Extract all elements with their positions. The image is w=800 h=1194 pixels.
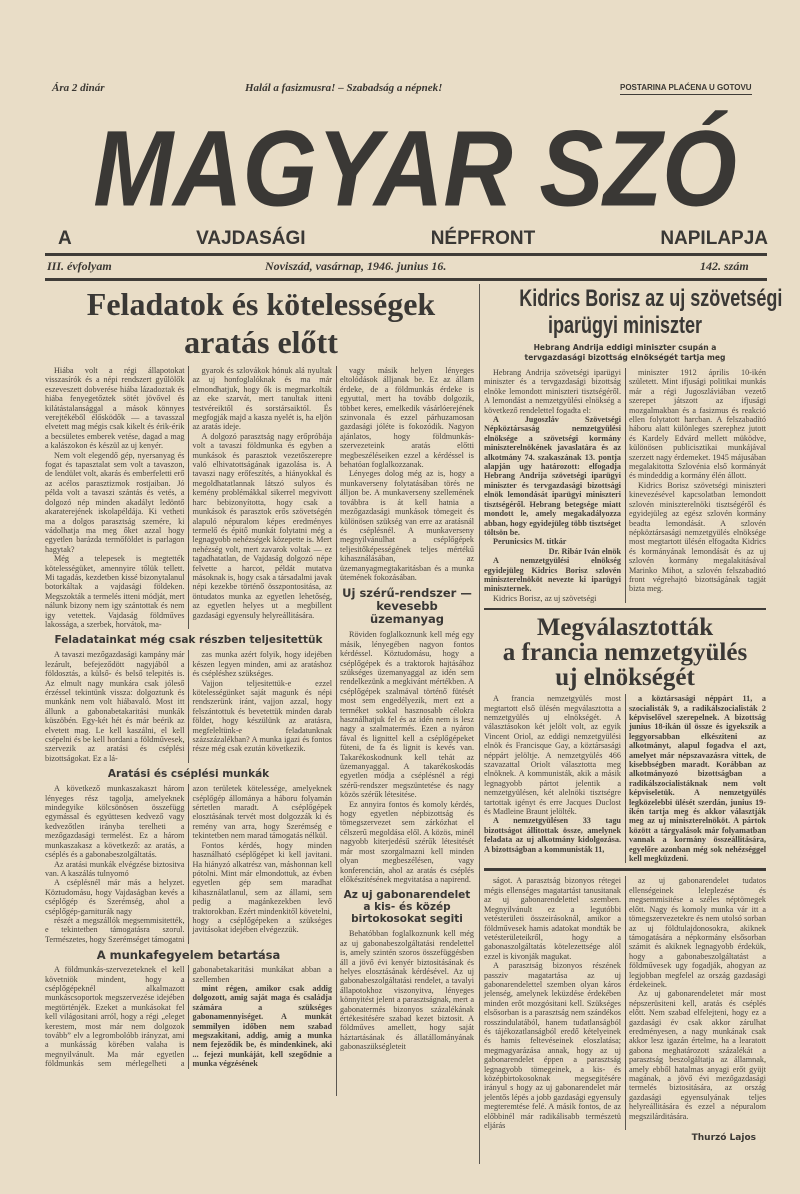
- paragraph: Vajjon teljesitettük-e ezzel kötelességünket saját magunk és népi rendszerünk iránt, vajjon azzal, hogy felszántottuk és bevetettük minden darab földet, hogy készülünk az aratásra, megfeleltünk-e feladatunknak százszázalékban? A munka igazi és fontos része még csak ezután következik.: [192, 678, 332, 754]
- continuation-body: [484, 876, 766, 1130]
- paragraph: Fontos kérdés, hogy minden használható cséplőgépet ki kell javitani. Ha hiányzó alkatrész van, máshonnan kell pótolni. Mint már elmondottuk, az évben egyetlen gép sem maradhat kihasználatlanul, sem az állami, sem pedig a magánkezekben levő traktorokban. Ezért mindenkitől követelni, hogy a cséplőgépeken a szükséges javitásokat idejében elvégezzük.: [192, 840, 332, 935]
- section-heading-aratasi: Aratási és cséplési munkák: [107, 768, 270, 781]
- signature-secretary: Perunicsics M. titkár: [493, 537, 567, 547]
- paragraph: A parasztság bizonyos részének passziv magatartása az uj gabonarendelettel szemben olyan káros jelenség, amelynek leküzdése érdekében minden erőt mozgósitani kell. Szükséges elsősorban is a parasztság nem szándékos rosszindulatából, hanem tudatlanságból és tájékozatlanságból eredő kételyeinek és hamis feltevéseinek eloszlatása; megmagyarázása annak, hogy az uj gabonarendelet éppen a parasztság legnagyobb tömegeinek, a kis- és középbirtokosoknak megsegitésére irányul s hogy az uj gabonarendelet már jelentős lépés a jobb gazdasági egyensuly megteremtése felé. A másik fontos, de az előbbinél már radikálisabb természetü eljárás: [484, 961, 621, 1131]
- section-aratasi-body: [45, 784, 332, 944]
- france-headline-line2: a francia nemzetgyülés: [502, 639, 748, 667]
- issue-number: 142. szám: [700, 259, 749, 273]
- section-heading-munkafegyelem: A munkafegyelem betartása: [96, 948, 281, 963]
- heading-line: birtokosokat segiti: [351, 913, 463, 926]
- section-heading-szeru: [340, 587, 474, 626]
- main-article-col3: [340, 366, 474, 582]
- france-body: [484, 694, 766, 863]
- paragraph: gyarok és szlovákok hónuk alá nyultak az uj honfoglalóknak és ma már elmondhatjuk, hogy ők is megmarkolták az eke szarvát, mert tanultak itteni testvéreiktől és sorstársaiktól. És megfogják majd a kasza nyelét is, ha eljön az aratás ideje.: [192, 366, 332, 432]
- paragraph: Kidrics Borisz szövetségi miniszteri kinevezésével kapcsolatban lemondott szlovén miniszterelnöki tisztségéről és egyidejüleg az egész szlovén kormány beadta lemondását. A szlovén népköztársasági nemzetgyülés elnöksége most megtartott ülésén elfogadta Kidrics és kormányának lemondását és az uj szlovén kormány megalakitásával Marinko Mihot, a szlovén felszabaditó front végrehajtó bizottságának tagját bizta meg.: [629, 480, 766, 594]
- paragraph: A földmunkás-szervezeteknek el kell követniök mindent, hogy a cséplőgépeknél alkalmazott munkáscsoportok megszervezése idejében megtörténjék. Ezeket a munkásokat fel kell világositani arról, hogy a régi „eleget kerestem, most már nem dolgozok tovább” elv a legrombolóbb irányzat, ami a munkásság körében valaha is megnyilvánult. Ma már egyetlen földmunkás sem mérlegelheti a gabonabetakaritási munkákat abban a szellemben: [45, 965, 332, 1069]
- section-munkafegyelem-body: [45, 965, 332, 1068]
- volume: III. évfolyam: [47, 259, 112, 273]
- third-column: [340, 366, 474, 1052]
- paragraph: A nemzetgyülési elnökség egyidejüleg Kidrics Borisz szlovén miniszterelnököt nevezte ki iparügyi miniszternek.: [484, 556, 621, 594]
- paragraph: Még a telepesek is megtették kötelességüket, amennyire tőlük tellett. Mi tagadás, kezdetben kissé bizonytalanul botorkáltak a vajdasági földeken. Megszokták a termelés itteni módját, mert nálunk bizony nem igy szántottak és nem igy vetettek. Vajdaság földműves lakossága, a szerbek, horvátok, ma-: [45, 554, 185, 629]
- divider: [45, 253, 767, 256]
- author-signature: Thurzó Lajos: [691, 1133, 756, 1144]
- signature-president: Dr. Ribár Iván elnök: [548, 546, 621, 556]
- masthead-subtitle: A VAJDASÁGI NÉPFRONT NAPILAPJA: [58, 228, 768, 249]
- paragraph: A nemzetgyülésen 33 tagu bizottságot állitottak össze, amelynek feladata az uj alkotmány kidolgozása. A bizottságban a kommunisták 11,: [484, 816, 621, 854]
- paragraph: részét a megszállók megsemmisitették, e tekintetben támogatásra szorul. Természetes, hogy Szerémséget támogatni azon területek kötelessége, amelyeknek cséplőgép állománya a háboru folyamán sértetlen maradt. A cséplőgépek elosztásának tervét most dolgozzák ki és remény van arra, hogy Szerémség e tekintetben nem marad támogatás nélkül.: [45, 784, 332, 944]
- section-heading-feladatainkat: Feladatainkat még csak részben teljesitettük: [54, 634, 323, 647]
- paragraph: Az aratási munkák elvégzése biztositva van. A kaszálás tulnyomó: [45, 859, 185, 878]
- section-gabona-body: [340, 929, 474, 1051]
- paragraph: zas munka azért folyik, hogy idejében készen legyen minden, ami az aratáshoz és csépléshez szükséges.: [192, 650, 332, 679]
- divider: [484, 608, 766, 610]
- right-columns: [484, 285, 783, 1144]
- section-feladatainkat-body: [45, 650, 332, 763]
- column-divider: [479, 284, 480, 1164]
- price: Ára 2 dinár: [52, 82, 105, 94]
- paragraph: Kidrics Borisz, az uj szövetségi: [493, 593, 597, 603]
- kidrics-headline-line1: Kidrics Borisz az uj szövetségi: [519, 285, 783, 312]
- dateline: Noviszád, vasárnap, 1946. junius 16.: [265, 259, 447, 273]
- paragraph: Hebrang Andrija szövetségi iparügyi miniszter és a tervgazdasági bizottság elnöke lemondott miniszteri tisztségéről. A lemondást a nemzetgyülési elnökség a következő rendelettel fogadta el:: [484, 368, 621, 415]
- kidrics-body: [484, 368, 766, 603]
- divider: [45, 278, 767, 281]
- main-headline-line2: aratás előtt: [184, 324, 338, 360]
- paragraph: a köztársasági néppárt 11, a szocialisták 9, a radikálszocialisták 2 képviselővel szerepelnek. A bizottság junius 18-ikán ül össze és igyekszik a leggyorsabban elkésziteni az alkotmányt, alapul fogadva el azt, amelyet már népszavazásra vittek, de kisebbségben maradt. Korábban az alkotmányozó bizottságban a radikálszocialistáknak nem volt képviseletük. A nemzetgyülés legközelebbi ülését szerdán, junius 19-ikén tartja meg és akkor választják meg az uj miniszterelnököt. A pártok között a tárgyalások már folyamatban vannak a kormány összeállitására, egyelőre azonban még sok nehézséggel kell megküzdeni.: [629, 694, 766, 864]
- paragraph: mint régen, amikor csak addig dolgozott, amig saját maga és családja számára a szükséges gabonamennyiséget. A munkát semmilyen időben nem szabad megszakitani, addig, amig a munka nem fejeződik be, és mindenkinek, aki ... fejezi munkáját, kell szegődnie a munka végzésének: [192, 983, 332, 1069]
- paragraph: A következő munkaszakaszt három lényeges rész tagolja, amelyeknek mindegyike kölcsönösen összefügg egymással és együttesen kedvező vagy kedvezőtlen irányba terelheti a mezőgazdasági termelést. Ez a három munkaszakasz a következő: az aratás, a cséplés és a gabonabeszolgáltatás.: [45, 784, 185, 860]
- section-heading-gabona: [340, 889, 474, 925]
- heading-line: kevesebb üzemanyag: [369, 599, 445, 627]
- postage-note: POSTARINA PLAĆENA U GOTOVU: [620, 83, 752, 95]
- paragraph: A dolgozó parasztság nagy erőpróbája volt a tavaszi földmunka és egyben a munkások és parasztok vezetőszerepre való elhivatottságának igazolása is. A tavaszi nagy erőfeszítés, a hiányokkal és megoldhatatlannak látszó sulyos és kemény problémákkal sikerrel megvivott harc bebizonyította, hogy csak a munkások és parasztok erős szövetségén alapuló népuralom képes eredményes termelő és épitő munkát folytatni még a legnagyobb nehézségek közepette is. Mert nehézség volt, mert zavarok voltak — ez tagadhatatlan, de Vajdaság dolgozó népe felvette a harcot, példát mutatva másoknak is, hogy csak a társadalmi javak népi kezekbe történő összpontositása, az öntudatos munka az egyetlen lehetőség, az egyetlen helyes ut a megbillent gazdasági egyensuly helyreállitására.: [192, 431, 332, 620]
- france-headline-line1: Megválasztották: [536, 614, 714, 642]
- main-headline-line1: Feladatok és kötelességek: [86, 286, 436, 322]
- paragraph: az uj gabonarendelet tudatos ellenségeinek leleplezése és megsemmisitése a széles néptömegek előtt. Nagy és komoly munka vár itt a tömegszervezetekre és nem utolsó sorban az uj földtulajdonosokra, akiknek támogatására a népkormány elsősorban számit és akiknek legnagyobb érdekük, hogy a gabonabeszolgáltatást a földművesek ugy fogadják, ahogyan az legjobban megfelel az ország gazdasági érdekeinek.: [629, 876, 766, 989]
- slogan: Halál a fasizmusra! – Szabadság a népnek!: [245, 82, 443, 94]
- paragraph: Röviden foglalkoznunk kell még egy másik, lényegében nagyon fontos kérdéssel. Köztudomásu, hogy a cséplőgépek és a traktorok hajtásához szükséges üzemanyaggal az idén sem rendelkezünk a megkivánt mértékben. A cséplőgépek szalmával történő fütését most sem engedélyezik, mert ezt a terméket sokkal hasznosabb célokra használhatjuk fel és az idén nem is lesz nagy a szalmatermés. Ezen a nyáron fával és lignittel kell a cséplőgépeket füteni, de fa és lignit is kevés van. Takarékoskodnunk kell tehát az üzemanyaggal. A takarékoskodás egyetlen módja a cséplésnél a régi szérű-rendszer megszüntetése és nagy közös szérűk létesitése.: [340, 630, 474, 800]
- kidrics-headline-line2: iparügyi miniszter: [547, 312, 703, 339]
- paragraph: A Jugoszláv Szövetségi Népköztársaság nemzetgyülési elnöksége a szövetségi kormány miniszterelnökének javaslatára és az alkotmány 74. szakaszának 13. pontja alapján ugy határozott: elfogadja Hebrang Andrija szövetségi iparügyi miniszter és tervgazdasági bizottsági elnök lemondását iparügyi miniszteri tisztségéről. Hebrang betegsége miatt mondott le, amely megakadályozza abban, hogy egyidejüleg több tisztséget töltsön be.: [484, 415, 621, 537]
- heading-line: Az uj gabonarendelet: [343, 889, 471, 902]
- paragraph: Az uj gabonarendeletet már most népszerüsiteni kell, aratás és cséplés előtt. Nem szabad elfelejteni, hogy ez a gazdasági év csak akkor zárulhat eredményesen, a nagy munkának csak akkor lesz igazán értelme, ha a learatott gabona meghatározott százalékát a parasztság beszolgáltatja az államnak, amely ebből hatalmas anyagi erőt gyüjt magának, a jövő évi mezőgazdasági termelés biztositására, az ország gazdasági egyensulyának teljes helyreállitására és ezzel a népuralom megszilárditására.: [629, 989, 766, 1121]
- left-columns: [45, 366, 332, 1069]
- heading-line: a kis- és közép: [363, 901, 451, 914]
- paragraph: Lényeges dolog még az is, hogy a munkaverseny folytatásában törés ne álljon be. A munkaverseny szellemének továbbra is át kell hatnia a mezőgazdasági munkások tömegeit és különösen szükség van erre az aratásnál és cséplésnél. A munkaverseny megnyilvánulhat a cséplőgépek teljesitőképességének teljes mértékű kihasználásában, az üzemanyagmegtakaritásban és a munka ütemének fokozásában.: [340, 469, 474, 582]
- paragraph: Hiába volt a régi állapotokat visszasírók és a népi rendszert gyűlölők eszeveszett dobverése hiába lázadoztak és hiába fenyegetőztek sötét jövővel és kilátástalansággal a mások könnyes verejtékéből élősködők — a tavasszal elvetett mag mégis csak kikelt és érik-érik a becsületes emberek vetése, dagad a mag a kalászokon és készül az uj kenyér.: [45, 366, 185, 451]
- france-headline-line3: uj elnökségét: [555, 664, 695, 692]
- main-article-body: [45, 366, 332, 629]
- paragraph: miniszter 1912 április 10-ikén született. Mint ifjusági politikai munkás már a régi Jugoszláviában vezető szerepet játszott az ifjusági mozgalmakban és a fasizmus és reakció ellen folytatott harcban. A felszabadító háboru alatt különleges szerephez jutott és Kardely Edvárd mellett müködve, különösen publicisztikai munkájával szerzett nagy érdemeket. 1945 májusában megalakitotta Szlovénia első kormányát és mindeddig a kormány élén állott.: [629, 368, 766, 481]
- section-szeru-body: [340, 630, 474, 884]
- paragraph: Ez annyira fontos és komoly kérdés, hogy egyetlen népbizottság és tömegszervezet sem zárkózhat el célszerű megoldása elől. A közös, minél nagyobb kiterjedésű szérűk létesitését már most szorgalmazni kell minden olyan megbeszélésen, vagy konferencián, ahol az aratás és cséplés előkészitésének megvitatása a napirend.: [340, 799, 474, 884]
- paragraph: A tavaszi mezőgazdasági kampány már lezárult, befejeződött nagyjából a földosztás, a külső- és belső telepités is. Az elmult nagy munkára csak jóleső érzéssel tekintünk vissza: dolgoztunk és munkánk nem volt hiábavaló. Most itt állunk a gabonabetakaritási munkák küszöbén. Egy-két hét és már beérik az elvetett mag. Le kell kaszálni, el kell csépelni és be kell hordani a földművesek, szervezik az aratási és cséplési bizottságokat. Ez a lá-: [45, 650, 185, 763]
- paragraph: ságot. A parasztság bizonyos rétegei mégis ellenséges magatartást tanusitanak az uj gabonarendelettel szemben. Megnyilvánult ez a legutóbbi vetésterületi összeirásoknál, amikor a földművesek hamis adatokat mondták be vetésterületeikről, hogy a gabonaszolgáltatás kötelezettsége alól ezzel is kivonják magukat.: [484, 876, 621, 961]
- paragraph: A cséplésnél már más a helyzet. Köztudomásu, hogy Vajdaságban kevés a cséplőgép és Szerémség, ahol a cséplőgép-garniturák nagy: [45, 878, 185, 916]
- kidrics-subhead: Hebrang Andrija eddigi miniszter csupán a tervgazdasági bizottság elnökségét tartja meg: [524, 343, 726, 362]
- paragraph: Behatóbban foglalkoznunk kell még az uj gabonabeszolgáltatási rendelettel is, amely szintén szoros összefüggésben áll a jövő évi kenyér biztositásának és helyes elosztásának kérdésével. Az uj gabonabeszolgáltatási rendelet, a tavalyi állapotokhoz viszonyitva, lényeges könnyitést jelent a parasztságnak, mert a gabonatermés bizonyos százalékának értékesitésére szabad kezet biztosit. A földműves amellett, hogy saját háztartásának és állatállományának gabonaszükségleteit: [340, 929, 474, 1052]
- paragraph: vagy másik helyen lényeges eltolódások álljanak be. Ez az állam érdeke, de a földmunkás érdeke is egyuttal, mert ha tovább dolgozik, többet keres, emelkedik vásárlóerejének szinvonala és ezzel párhuzamosan gazdasági jóléte is fokozódik. Nagyon ajánlatos, hogy földmunkás-szervezeteink aratás előtti megbeszéléseiken ezzel a kérdéssel is behatóan foglalkozzanak.: [340, 366, 474, 470]
- paragraph: Nem volt elegendő gép, nyersanyag és fogat és tapasztalat sem volt a tavaszon, de lendület volt, akarás és emberfeletti erő az acélos parasztizmok rostjaiban. Jó példa volt a tavaszi szántás és vetés, a dolgozó nép minden akadályt ledöntő akaraterejének iskolapéldája. Ki vetheti ma a dolgos parasztság szemére, ki vádolhatja ma meg őket azzal hogy egyetlen barázda termőföldet is parlagon hagytak?: [45, 450, 185, 554]
- heading-line: Uj szérű-rendszer —: [342, 586, 472, 601]
- masthead-logo: MAGYAR SZÓ: [93, 109, 737, 230]
- column-divider: [336, 366, 337, 1096]
- paragraph: A francia nemzetgyülés most megtartott első ülésén megválasztotta a nemzetgyülés uj elnökségét. A választásokon két jelölt volt, az egyik Vincent Oriol, az eddigi nemzetgyülési elnök és Francisque Gay, a köztársasági néppárt jelöltje. A nemzetgyülés 466 szavazattal Oriolt választotta meg elnöknek. A kommunisták, akik a másik legnagyobb pártot jelentik a nemzetgyülésen, két alelnöki tisztségre tartottak igényt és erre Jacques Duclost és Madleine Braunt jelölték.: [484, 694, 621, 817]
- divider: [484, 868, 766, 871]
